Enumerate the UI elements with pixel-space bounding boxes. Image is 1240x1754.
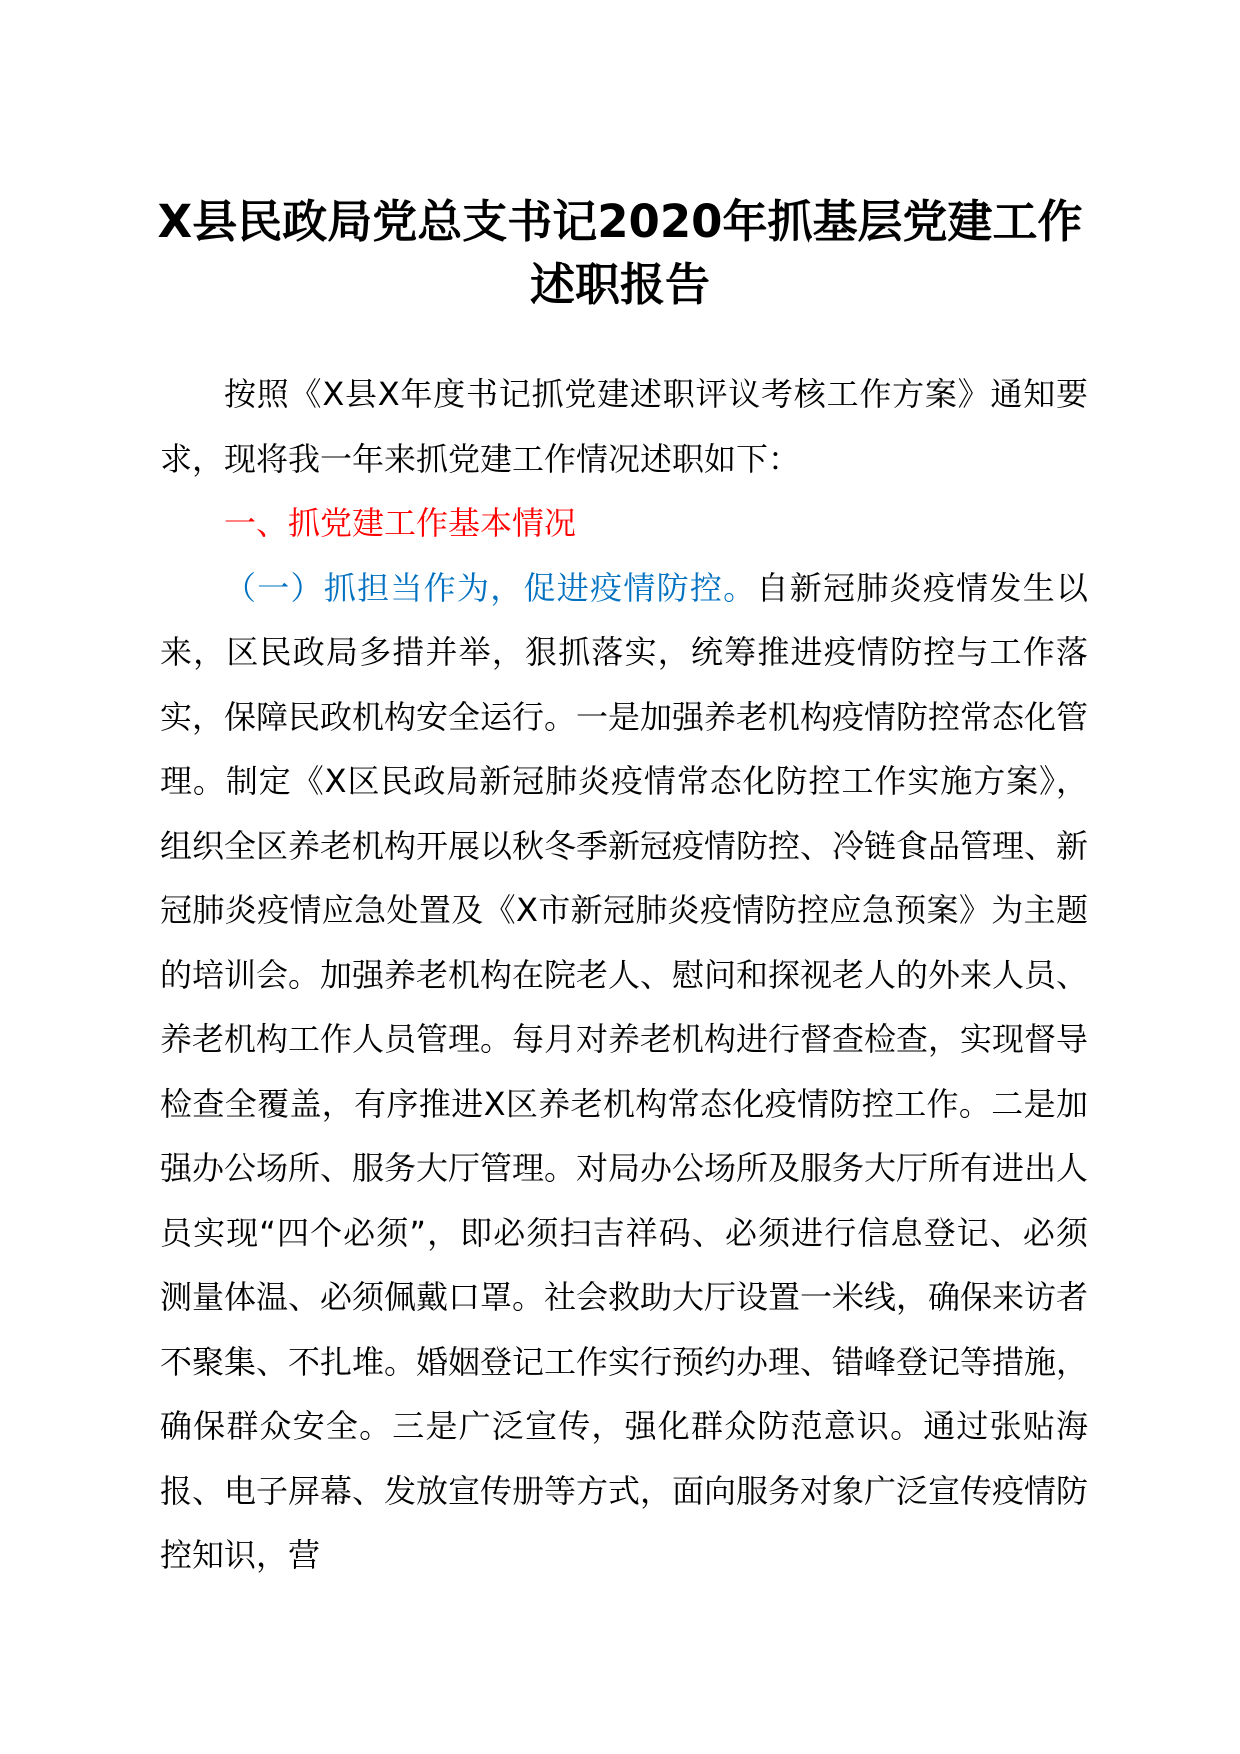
document-title: X县民政局党总支书记2020年抓基层党建工作述职报告 (157, 195, 1083, 311)
subsection-heading: （一）抓担当作为，促进疫情防控。 (224, 568, 757, 607)
document-body (160, 362, 1088, 1588)
subsection-body-text: 自新冠肺炎疫情发生以来，区民政局多措并举，狠抓落实，统筹推进疫情防控与工作落实，保障民政机构安全运行。一是加强养老机构疫情防控常态化管理。制定《X区民政局新冠肺炎疫情常态化防控工作实施方案》，组织全区养老机构开展以秋冬季新冠疫情防控、冷链食品管理、新冠肺炎疫情应急处置及《X市新冠肺炎疫情防控应急预案》为主题的培训会。加强养老机构在院老人、慰问和探视老人的外来人员、养老机构工作人员管理。每月对养老机构进行督查检查，实现督导检查全覆盖，有序推进X区养老机构常态化疫情防控工作。二是加强办公场所、服务大厅管理。对局办公场所及服务大厅所有进出人员实现“四个必须”，即必须扫吉祥码、必须进行信息登记、必须测量体温、必须佩戴口罩。社会救助大厅设置一米线，确保来访者不聚集、不扎堆。婚姻登记工作实行预约办理、错峰登记等措施，确保群众安全。三是广泛宣传，强化群众防范意识。通过张贴海报、电子屏幕、发放宣传册等方式，面向服务对象广泛宣传疫情防控知识，营 (160, 568, 1089, 1574)
intro-paragraph: 按照《X县X年度书记抓党建述职评议考核工作方案》通知要求，现将我一年来抓党建工作情况述职如下： (160, 375, 1088, 478)
subsection-paragraph (160, 556, 1088, 1588)
section-heading: 一、抓党建工作基本情况 (224, 504, 577, 542)
